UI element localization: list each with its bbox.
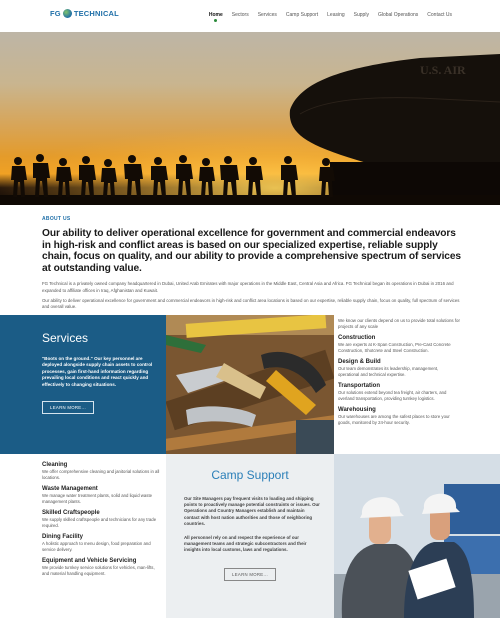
services-panel [0,315,166,454]
about-label: ABOUT US [42,216,71,222]
about-headline: Our ability to deliver operational excellence for government and commercial endeavors in high-risk and conflict areas is based on our specialized expertise, reliable supply chain, focus on quality, and our ability to provide a comprehensive spectrum of services at outstanding value. [42,228,461,274]
hero-silhouette [0,32,500,205]
about-section [42,216,462,311]
services-intro: We know our clients depend on us to provide total solutions for projects of any scale [338,318,460,329]
support-text-waste-management: We manage water treatment plants, solid and liquid waste management plants. [42,493,153,504]
tools-illustration [166,315,334,454]
service-text-design-build: Our team demonstrates its leadership, management, operational and technical expertise. [338,366,439,377]
services-learn-more-button[interactable]: LEARN MORE... [42,401,94,414]
service-title-construction[interactable]: Construction [338,335,376,341]
service-title-transportation[interactable]: Transportation [338,383,381,389]
services-list [338,318,460,426]
hero-image [0,32,500,205]
camp-learn-more-button[interactable]: LEARN MORE... [224,568,276,581]
support-title-waste-management[interactable]: Waste Management [42,486,98,492]
logo-text-fg: FG [50,9,61,18]
nav-contact-us[interactable]: Contact Us [427,12,452,18]
nav-home[interactable]: Home [208,12,223,18]
camp-paragraph-1: Our Site Managers pay frequent visits to loading and shipping points to proactively manage potential constraints or issues. Our Operations and Country Managers establish and maintain contact with host nation authorities and those of neighboring countries. [184,496,320,526]
engineers-image [334,454,500,618]
engineers-illustration [334,454,500,618]
nav-camp-support[interactable]: Camp Support [285,12,319,18]
main-nav [209,12,452,18]
nav-leasing[interactable]: Leasing [327,12,345,18]
support-title-cleaning[interactable]: Cleaning [42,462,68,468]
service-title-design-build[interactable]: Design & Build [338,359,381,365]
logo-text: TECHNICAL [73,9,119,18]
nav-supply[interactable]: Supply [353,12,369,18]
about-paragraph-2: Our ability to deliver operational excellence for government and commercial endeavors in high-risk and conflict area locations is based on our expertise, reliable supply chain, focus on quality, full spectrum of services and overall value. [42,297,460,310]
about-paragraph-1: FG Technical is a privately owned company headquartered in Dubai, United Arab Emirates with major operations in the Middle East, Central Asia and Africa. FG Technical began its operations in Dubai in 2016 and expanded to affiliate offices in Iraq, Afghanistan and Kuwait. [42,281,454,293]
service-title-warehousing[interactable]: Warehousing [338,407,376,413]
support-text-cleaning: We offer comprehensive cleaning and janitorial solutions in all locations. [42,469,160,480]
services-title: Services [42,331,89,345]
nav-services[interactable]: Services [257,12,277,18]
services-section [0,315,500,454]
service-text-construction: We are experts at K-Span Construction, Pre-Cast Concrete Construction, Shotcrete and Steel Construction. [338,342,451,353]
services-quote: "Boots on the ground." Our key personnel are deployed alongside supply chain assets to control processes, gain first-hand information regarding prevailing local conditions and react quickly and effectively to changing situations. [42,356,153,387]
nav-sectors[interactable]: Sectors [231,12,249,18]
support-text-skilled-craftspeople: We supply skilled craftspeople and technicians for any trade required. [42,517,157,528]
support-text-dining-facility: A holistic approach to menu design, food preparation and service delivery. [42,541,151,552]
support-title-equipment-servicing[interactable]: Equipment and Vehicle Servicing [42,558,137,564]
service-text-warehousing: Our warehouses are among the safest places to store your goods, monitored by 24-hour security. [338,414,450,425]
site-header [0,0,500,32]
logo[interactable] [50,9,119,18]
globe-icon [63,9,72,18]
camp-support-panel [166,454,334,618]
service-text-transportation: Our solutions extend beyond tea freight, air charters, and overland transportation, providing turnkey logistics. [338,390,447,401]
support-title-dining-facility[interactable]: Dining Facility [42,534,84,540]
camp-paragraph-2: All personnel rely on and respect the experience of our management teams and strategic subcontractors and their insights into local customs, laws and regulations. [184,535,307,553]
camp-support-section [0,454,500,618]
support-services-list [42,462,162,577]
support-title-skilled-craftspeople[interactable]: Skilled Craftspeople [42,510,100,516]
nav-global-operations[interactable]: Global Operations [377,12,419,18]
camp-support-title: Camp Support [211,468,289,482]
support-text-equipment-servicing: We provide turnkey service solutions for vehicles, man-lifts, and material handling equipment. [42,565,155,576]
tools-image [166,315,334,454]
aircraft-marking: U.S. AIR [420,63,466,77]
